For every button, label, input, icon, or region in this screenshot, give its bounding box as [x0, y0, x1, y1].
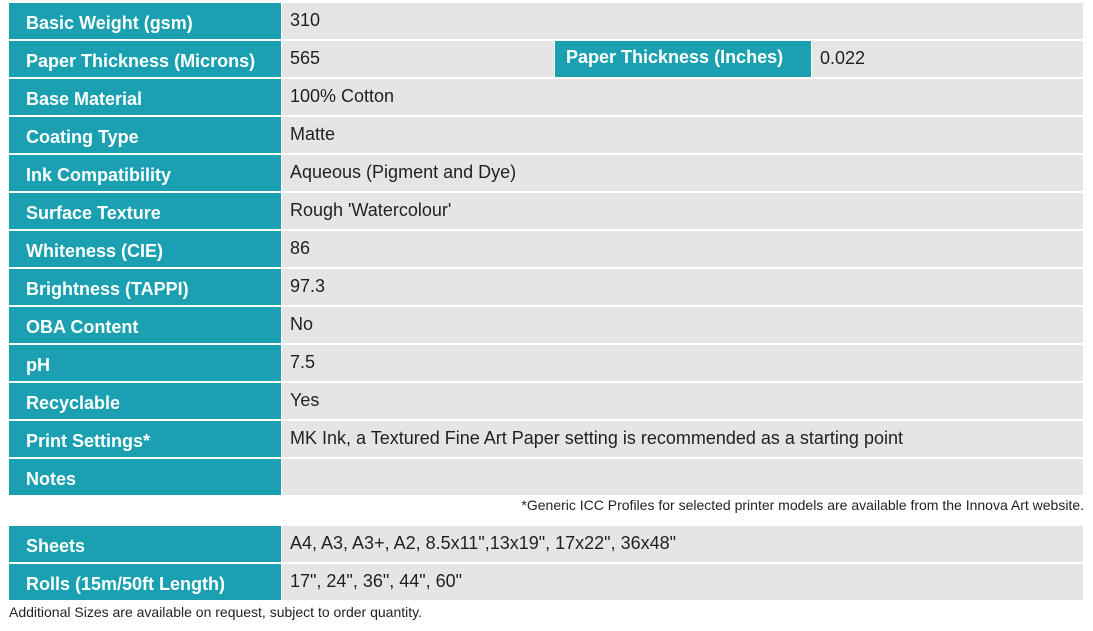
spec-label: Paper Thickness (Inches): [555, 41, 811, 77]
spec-value: Matte: [282, 117, 1083, 153]
spec-value: 0.022: [812, 41, 1083, 77]
spec-row-print-settings: [9, 421, 1083, 457]
spec-label: Recyclable: [9, 383, 281, 419]
spec-value: Yes: [282, 383, 1083, 419]
size-row-rolls: [9, 564, 1083, 600]
spec-row-notes: [9, 459, 1083, 495]
spec-label: OBA Content: [9, 307, 281, 343]
specifications-table: [9, 3, 1083, 497]
spec-value: 565: [282, 41, 554, 77]
size-label: Rolls (15m/50ft Length): [9, 564, 281, 600]
spec-row-ink-compatibility: [9, 155, 1083, 191]
spec-value: MK Ink, a Textured Fine Art Paper setting is recommended as a starting point: [282, 421, 1083, 457]
spec-label: Surface Texture: [9, 193, 281, 229]
spec-row-base-material: [9, 79, 1083, 115]
spec-value: [282, 459, 1083, 495]
spec-row-ph: [9, 345, 1083, 381]
spec-label: Paper Thickness (Microns): [9, 41, 281, 77]
spec-label: Ink Compatibility: [9, 155, 281, 191]
spec-label: Brightness (TAPPI): [9, 269, 281, 305]
size-label: Sheets: [9, 526, 281, 562]
spec-value: 7.5: [282, 345, 1083, 381]
spec-label: Basic Weight (gsm): [9, 3, 281, 39]
spec-label: Whiteness (CIE): [9, 231, 281, 267]
spec-row-brightness: [9, 269, 1083, 305]
spec-value: 86: [282, 231, 1083, 267]
spec-value: Rough 'Watercolour': [282, 193, 1083, 229]
spec-row-oba-content: [9, 307, 1083, 343]
spec-value: No: [282, 307, 1083, 343]
spec-label: Base Material: [9, 79, 281, 115]
sizes-table: [9, 526, 1083, 602]
spec-row-whiteness: [9, 231, 1083, 267]
spec-label: Coating Type: [9, 117, 281, 153]
spec-row-thickness: [9, 41, 1083, 77]
spec-row-recyclable: [9, 383, 1083, 419]
spec-row-basic-weight: [9, 3, 1083, 39]
size-row-sheets: [9, 526, 1083, 562]
size-value: 17", 24", 36", 44", 60": [282, 564, 1083, 600]
spec-row-surface-texture: [9, 193, 1083, 229]
spec-value: Aqueous (Pigment and Dye): [282, 155, 1083, 191]
icc-footnote: *Generic ICC Profiles for selected printer models are available from the Innova Art website.: [521, 497, 1084, 513]
spec-value: 310: [282, 3, 1083, 39]
spec-label: Notes: [9, 459, 281, 495]
spec-value: 100% Cotton: [282, 79, 1083, 115]
size-value: A4, A3, A3+, A2, 8.5x11",13x19", 17x22", 36x48": [282, 526, 1083, 562]
spec-label: pH: [9, 345, 281, 381]
spec-row-coating-type: [9, 117, 1083, 153]
spec-value: 97.3: [282, 269, 1083, 305]
spec-label: Print Settings*: [9, 421, 281, 457]
additional-sizes-note: Additional Sizes are available on request, subject to order quantity.: [9, 604, 422, 620]
